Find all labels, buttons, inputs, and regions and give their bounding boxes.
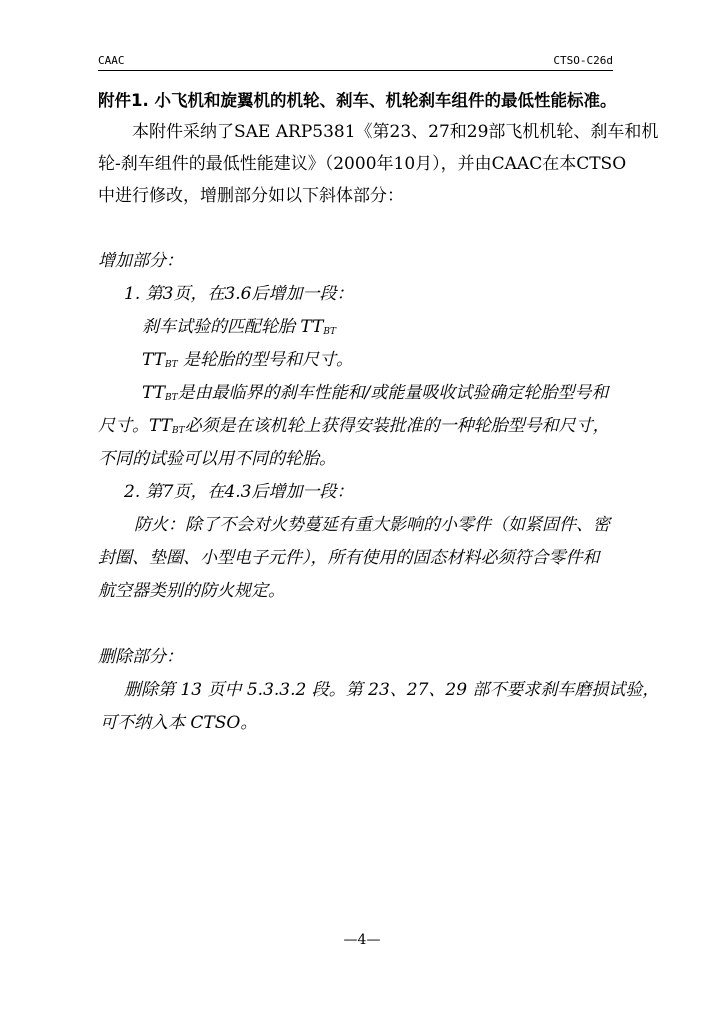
matching-tire-line [142, 316, 336, 343]
tt-symbol: TT [142, 383, 165, 403]
tt-symbol: TT [142, 350, 165, 370]
page-number: —4— [343, 932, 381, 948]
additions-heading: 增加部分： [98, 251, 183, 271]
deletion-line-1: 删除第 13 页中 5.3.3.2 段。第 23、27、29 部不要求刹车磨损试验， [124, 680, 660, 700]
bt-subscript: BT [165, 360, 178, 370]
addition-item-1: 1. 第3页，在3.6后增加一段： [124, 284, 354, 304]
tt-criteria-line-1 [142, 382, 608, 409]
tt-definition-line [142, 349, 353, 376]
bt-subscript: BT [165, 393, 178, 403]
tt-symbol: TT [300, 317, 324, 337]
intro-line-2: 轮-刹车组件的最低性能建议》（2000年10月），并由CAAC在本CTSO [98, 154, 627, 174]
page-header [98, 54, 613, 71]
appendix-title: 附件1. 小飞机和旋翼机的机轮、刹车、机轮刹车组件的最低性能标准。 [98, 91, 617, 110]
intro-line-3: 中进行修改，增删部分如以下斜体部分： [98, 186, 404, 206]
tt-symbol: TT [149, 416, 172, 436]
deletion-line-2: 可不纳入本 CTSO。 [100, 713, 258, 733]
tt-criteria-line-3: 不同的试验可以用不同的轮胎。 [98, 449, 336, 469]
bt-subscript: BT [323, 327, 337, 337]
matching-tire-text: 刹车试验的匹配轮胎 [142, 317, 301, 337]
deletions-heading: 删除部分： [98, 647, 183, 667]
tt-criteria-line-2 [98, 415, 610, 442]
intro-line-1: 本附件采纳了SAE ARP5381《第23、27和29部飞机机轮、刹车和机 [132, 122, 659, 142]
bt-subscript: BT [172, 426, 185, 436]
addition-item-2: 2. 第7页，在4.3后增加一段： [124, 482, 354, 502]
header-right: CTSO-C26d [553, 54, 613, 67]
tt-criteria-text-1: 是由最临界的刹车性能和/或能量吸收试验确定轮胎型号和 [177, 383, 609, 403]
tt-definition-text: 是轮胎的型号和尺寸。 [177, 350, 354, 370]
tt-criteria-text-2: 尺寸。 [98, 416, 149, 436]
header-left: CAAC [98, 54, 125, 67]
tt-criteria-text-3: 必须是在该机轮上获得安装批准的一种轮胎型号和尺寸， [184, 416, 610, 436]
fire-line-3: 航空器类别的防火规定。 [98, 581, 285, 601]
fire-line-2: 封圈、垫圈、小型电子元件），所有使用的固态材料必须符合零件和 [98, 548, 600, 568]
fire-line-1: 防火：除了不会对火势蔓延有重大影响的小零件（如紧固件、密 [134, 515, 610, 535]
